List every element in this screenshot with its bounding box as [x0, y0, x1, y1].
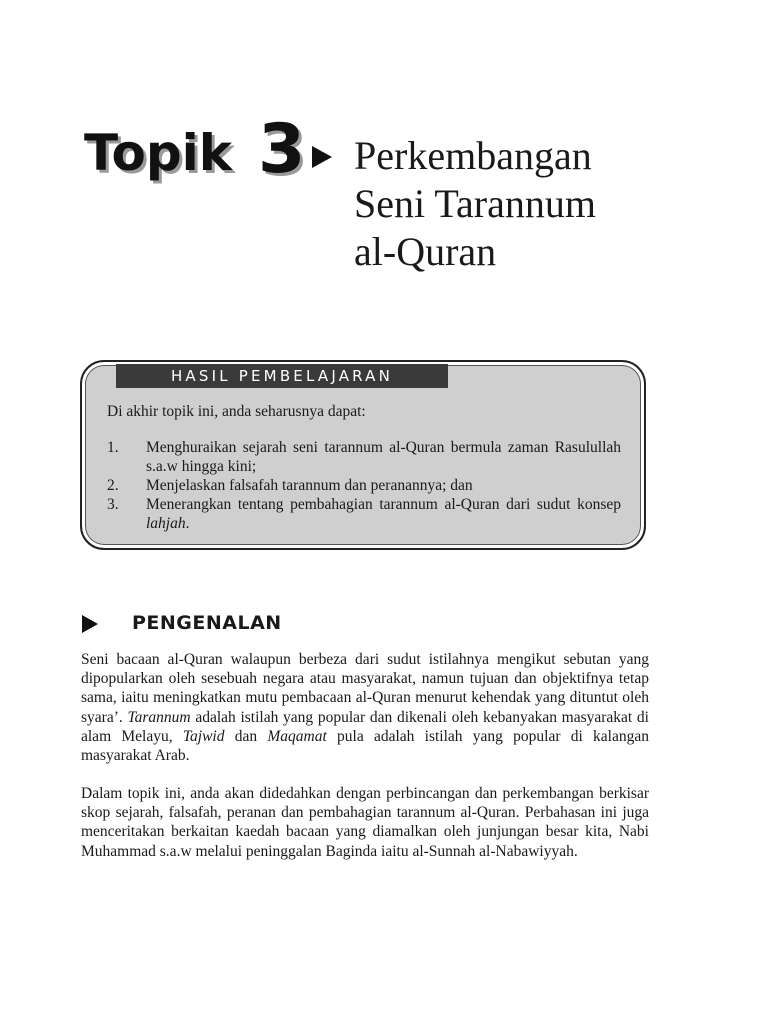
paragraph-italic: Tajwid — [182, 727, 225, 745]
triangle-right-icon — [312, 146, 332, 168]
learning-outcomes-heading: HASIL PEMBELAJARAN — [116, 364, 448, 388]
topik-word: Topik — [84, 124, 232, 182]
topik-number: 3 — [258, 110, 306, 189]
list-item — [107, 476, 621, 495]
paragraph-italic: Maqamat — [267, 727, 327, 745]
list-item-text-italic: lahjah — [146, 515, 186, 532]
list-item-text-part: Menerangkan tentang pembahagian tarannum al-Quran dari sudut konsep — [146, 496, 621, 513]
list-item-number: 1. — [107, 439, 119, 456]
paragraph-text: dan — [224, 727, 268, 745]
paragraph-text: pula adalah istilah yang popular di kalangan masyarakat Arab. — [81, 727, 649, 765]
paragraph-italic: Tarannum — [127, 708, 191, 726]
list-item — [107, 495, 621, 533]
list-item-text — [146, 495, 621, 533]
learning-outcomes-intro: Di akhir topik ini, anda seharusnya dapat: — [107, 403, 366, 420]
list-item-text-part: . — [185, 515, 190, 532]
learning-outcomes-list — [107, 438, 621, 533]
paragraph-text: Seni bacaan al-Quran walaupun berbeza dari sudut istilahnya mengikut sebutan yang dipopularkan oleh sesebuah negara atau masyarakat, namun tujuan dan objektifnya tetap sama, iaitu meningkatkan mutu pembacaan al-Quran menurut kehendak yang dituntut oleh syara’. — [81, 651, 649, 726]
list-item-text: Menghuraikan sejarah seni tarannum al-Quran bermula zaman Rasulullah s.a.w hingga kini; — [146, 439, 621, 475]
list-item-number: 3. — [107, 496, 119, 513]
list-item-text: Menjelaskan falsafah tarannum dan peranannya; dan — [146, 477, 473, 494]
chapter-title — [354, 132, 714, 276]
topic-paragraph: Dalam topik ini, anda akan didedahkan dengan perbincangan dan perkembangan berkisar skop sejarah, falsafah, peranan dan pembahagian tarannum al-Quran. Perbahasan ini juga menceritakan berkaitan kaedah bacaan yang diamalkan oleh junjungan besar kita, Nabi Muhammad s.a.w melalui peninggalan Baginda iaitu al-Sunnah al-Nabawiyyah. — [81, 785, 649, 860]
list-item — [107, 438, 621, 476]
section-heading: PENGENALAN — [132, 612, 282, 634]
chapter-title-line: al-Quran — [354, 229, 497, 274]
intro-paragraph — [81, 650, 649, 765]
chapter-title-line: Seni Tarannum — [354, 181, 596, 226]
chapter-title-line: Perkembangan — [354, 133, 592, 178]
paragraph-text: adalah istilah yang popular dan dikenali oleh kebanyakan masyarakat di alam Melayu, — [81, 708, 649, 745]
list-item-number: 2. — [107, 477, 119, 494]
triangle-right-icon — [82, 615, 98, 633]
